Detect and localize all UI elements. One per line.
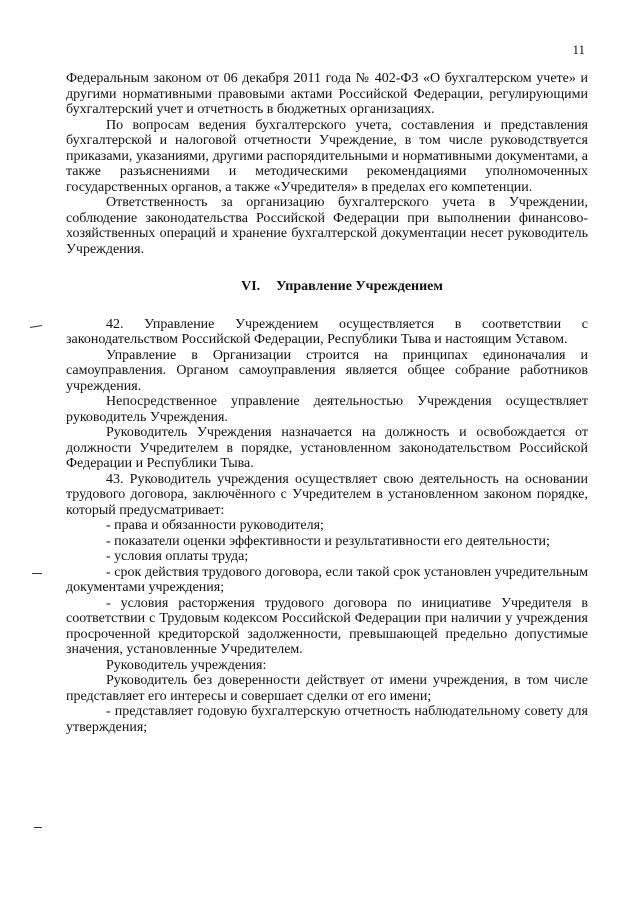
- list-item: - условия оплаты труда;: [106, 549, 249, 564]
- paragraph: Ответственность за организацию бухгалтерского учета в Учреждении, соблюдение законодательства Российской Федерации при выполнении финансово-хозяйственных операций и хранение бухгалтерской документации несет руководитель Учреждения.: [66, 195, 588, 257]
- page-number: 11: [572, 42, 585, 57]
- list-item: - права и обязанности руководителя;: [106, 518, 324, 533]
- margin-mark: [30, 325, 42, 328]
- margin-mark: [34, 827, 42, 828]
- paragraph: Руководитель учреждения:: [106, 657, 267, 673]
- margin-mark: [32, 573, 42, 574]
- document-body: [66, 71, 588, 735]
- paragraph: 42. Управление Учреждением осуществляется в соответствии с законодательством Российской Федерации, Республики Тыва и настоящим Уставом.: [66, 316, 588, 347]
- paragraph: Непосредственное управление деятельностью Учреждения осуществляет руководитель Учреждения.: [66, 394, 588, 425]
- section-title: Управление Учреждением: [276, 279, 443, 294]
- section-heading: [66, 279, 588, 295]
- paragraph: По вопросам ведения бухгалтерского учета, составления и представления бухгалтерской и налоговой отчетности Учреждение, в том числе руководствуется приказами, указаниями, другими распорядительными и нормативными документами, а также разъяснениями и методическими рекомендациями уполномоченных государственных органов, а также «Учредителя» в пределах его компетенции.: [66, 117, 588, 195]
- list-item: - срок действия трудового договора, если такой срок установлен учредительным документами учреждения;: [66, 564, 588, 595]
- paragraph: Управление в Организации строится на принципах единоначалия и самоуправления. Органом самоуправления является общее собрание работников учреждения.: [66, 347, 588, 394]
- list-item: - показатели оценки эффективности и результативности его деятельности;: [106, 533, 550, 549]
- section-number: VI.: [241, 279, 261, 294]
- list-item: - представляет годовую бухгалтерскую отчетность наблюдательному совету для утверждения;: [66, 704, 588, 735]
- paragraph: Руководитель Учреждения назначается на должность и освобождается от должности Учредителем в порядке, установленном законодательством Российской Федерации и Республики Тыва.: [66, 425, 588, 471]
- list-item: - условия расторжения трудового договора по инициативе Учредителя в соответствии с Трудовым кодексом Российской Федерации при наличии у учреждения просроченной кредиторской задолженности, превышающей предельно допустимые значения, установленные Учредителем.: [66, 595, 588, 657]
- paragraph: 43. Руководитель учреждения осуществляет свою деятельность на основании трудового договора, заключённого с Учредителем в установленном законом порядке, который предусматривает:: [66, 471, 588, 518]
- paragraph: Руководитель без доверенности действует от имени учреждения, в том числе представляет его интересы и совершает сделки от его имени;: [66, 673, 588, 704]
- paragraph: Федеральным законом от 06 декабря 2011 года № 402-ФЗ «О бухгалтерском учете» и другими нормативными правовыми актами Российской Федерации, регулирующими бухгалтерский учет и отчетность в бюджетных организациях.: [66, 71, 588, 117]
